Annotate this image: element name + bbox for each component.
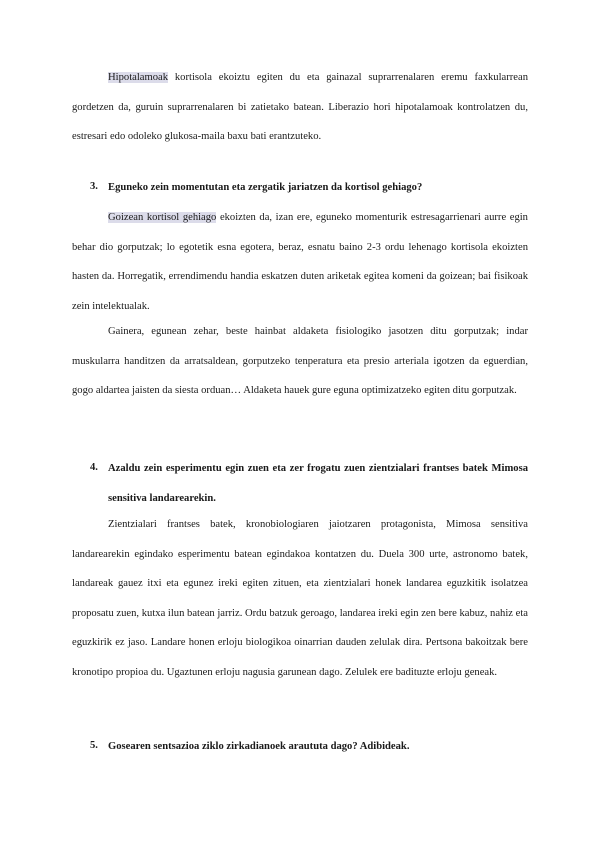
question-3-heading: Eguneko zein momentutan eta zergatik jariatzen da kortisol gehiago? (108, 182, 423, 193)
highlighted-text: Goizean kortisol gehiago (108, 212, 217, 223)
paragraph-hypothalamus (72, 63, 528, 152)
paragraph-morning-cortisol (72, 203, 528, 321)
question-4-heading: Azaldu zein esperimentu egin zuen eta zer frogatu zuen zientzialari frantses batek Mimosa sensitiva landarearekin. (108, 463, 528, 504)
paragraph-mimosa-experiment: Zientzialari frantses batek, kronobiologiaren jaiotzaren protagonista, Mimosa sensitiva landarearekin egindako esperimentu batean egindakoa kontatzen du. Duela 300 urte, astronomo batek, landareak gauez itxi eta egunez ireki egiten zituen, eta zientzialari honek landarea eguzkitik isolatzea proposatu zuen, kutxa ilun batean jarriz. Ordu batzuk geroago, landarea ireki egin zen bere kabuz, nahiz eta eguzkirik ez jaso. Landare honen erloju biologikoa oinarrian dauden zelulak dira. Pertsona bakoitzak bere kronotipo propioa du. Ugaztunen erloju nagusia garunean dago. Zelulek ere badituzte erloju geneak. (72, 519, 528, 678)
paragraph-text: ekoizten da, izan ere, eguneko momenturik estresagarrienari aurre egin behar dio gorputzak; lo egotetik esna egotera, beraz, esnatu baino 2-3 ordu lehenago kortisola ekoizten hasten da. Horregatik, errendimendu handia eskatzen duten ariketak egitea komeni da goizean; bai fisikoak zein intelektualak. (72, 212, 528, 312)
question-5-heading: Gosearen sentsazioa ziklo zirkadianoek araututa dago? Adibideak. (108, 741, 410, 752)
question-number-5: 5. (90, 740, 98, 751)
question-number-4: 4. (90, 462, 98, 473)
highlighted-text: Hipotalamoak (108, 72, 169, 83)
question-number-3: 3. (90, 181, 98, 192)
paragraph-physiological-changes: Gainera, egunean zehar, beste hainbat aldaketa fisiologiko jasotzen ditu gorputzak; indar muskularra handitzen da arratsaldean, gorputzeko tenperatura eta presio arteriala igotzen da eguerdian, gogo aldartea jaisten da siesta orduan… Aldaketa hauek gure eguna optimizatzeko egiten ditu gorputzak. (72, 326, 528, 397)
paragraph-text: kortisola ekoiztu egiten du eta gainazal suprarrenalaren eremu faxkularrean gordetzen da, guruin suprarrenalaren bi zatietako batean. Liberazio hori hipotalamoak kontrolatzen du, estresari edo odoleko glukosa-maila baxu bati erantzuteko. (72, 72, 528, 143)
